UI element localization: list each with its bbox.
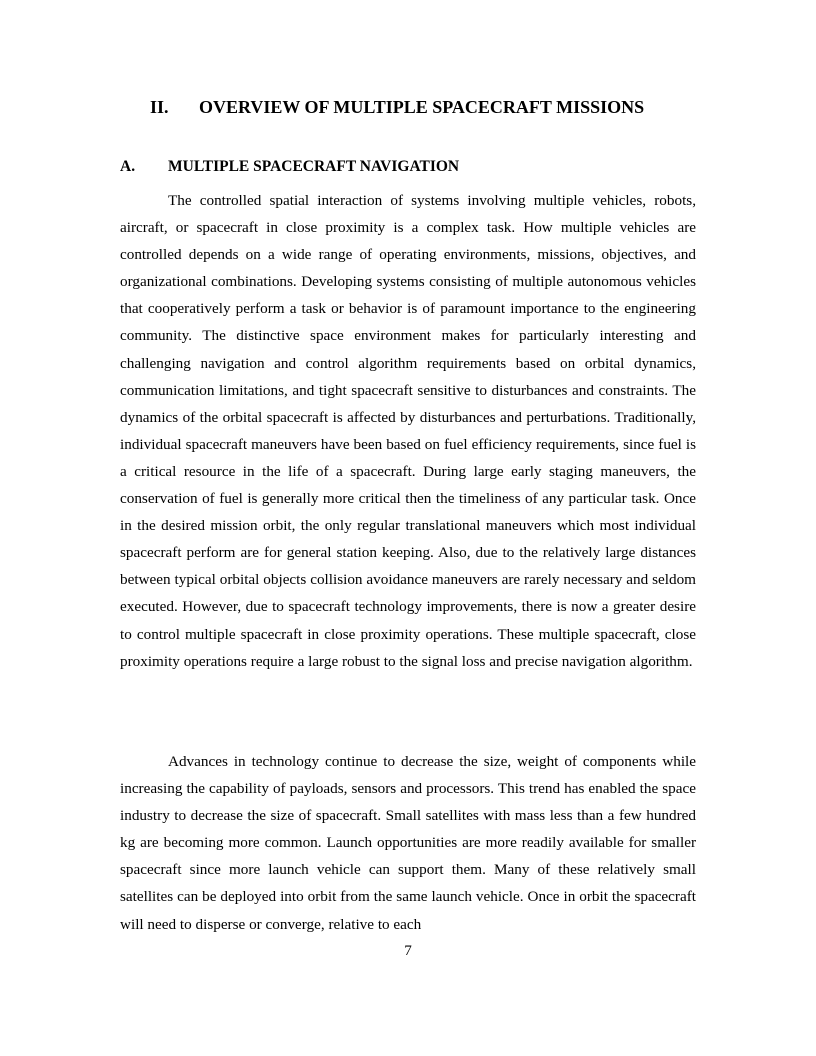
- page-number: 7: [404, 942, 412, 959]
- section-title: MULTIPLE SPACECRAFT NAVIGATION: [168, 158, 460, 175]
- section-letter: A.: [120, 158, 136, 175]
- chapter-number: II.: [150, 97, 169, 117]
- chapter-title: OVERVIEW OF MULTIPLE SPACECRAFT MISSIONS: [199, 97, 645, 117]
- section-heading: [0, 156, 816, 178]
- body-paragraph: Advances in technology continue to decrease the size, weight of components while increasing the capability of payloads, sensors and processors. This trend has enabled the space industry to decrease the size of spacecraft. Small satellites with mass less than a few hundred kg are becoming more common. Launch opportunities are more readily available for smaller spacecraft since more launch vehicle can support them. Many of these relatively small satellites can be deployed into orbit from the same launch vehicle. Once in orbit the spacecraft will need to disperse or converge, relative to each: [120, 753, 696, 933]
- body-paragraph: The controlled spatial interaction of systems involving multiple vehicles, robots, aircraft, or spacecraft in close proximity is a complex task. How multiple vehicles are controlled depends on a wide range of operating environments, missions, objectives, and organizational combinations. Developing systems consisting of multiple autonomous vehicles that cooperatively perform a task or behavior is of paramount importance to the engineering community. The distinctive space environment makes for particularly interesting and challenging navigation and control algorithm requirements based on orbital dynamics, communication limitations, and tight spacecraft sensitive to disturbances and constraints. The dynamics of the orbital spacecraft is affected by disturbances and perturbations. Traditionally, individual spacecraft maneuvers have been based on fuel efficiency requirements, since fuel is a critical resource in the life of a spacecraft. During large early staging maneuvers, the conservation of fuel is generally more critical then the timeliness of any particular task. Once in the desired mission orbit, the only regular translational maneuvers which most individual spacecraft perform are for general station keeping. Also, due to the relatively large distances between typical orbital objects collision avoidance maneuvers are rarely necessary and seldom executed. However, due to spacecraft technology improvements, there is now a greater desire to control multiple spacecraft in close proximity operations. These multiple spacecraft, close proximity operations require a large robust to the signal loss and precise navigation algorithm.: [120, 192, 696, 670]
- chapter-heading: [0, 94, 816, 120]
